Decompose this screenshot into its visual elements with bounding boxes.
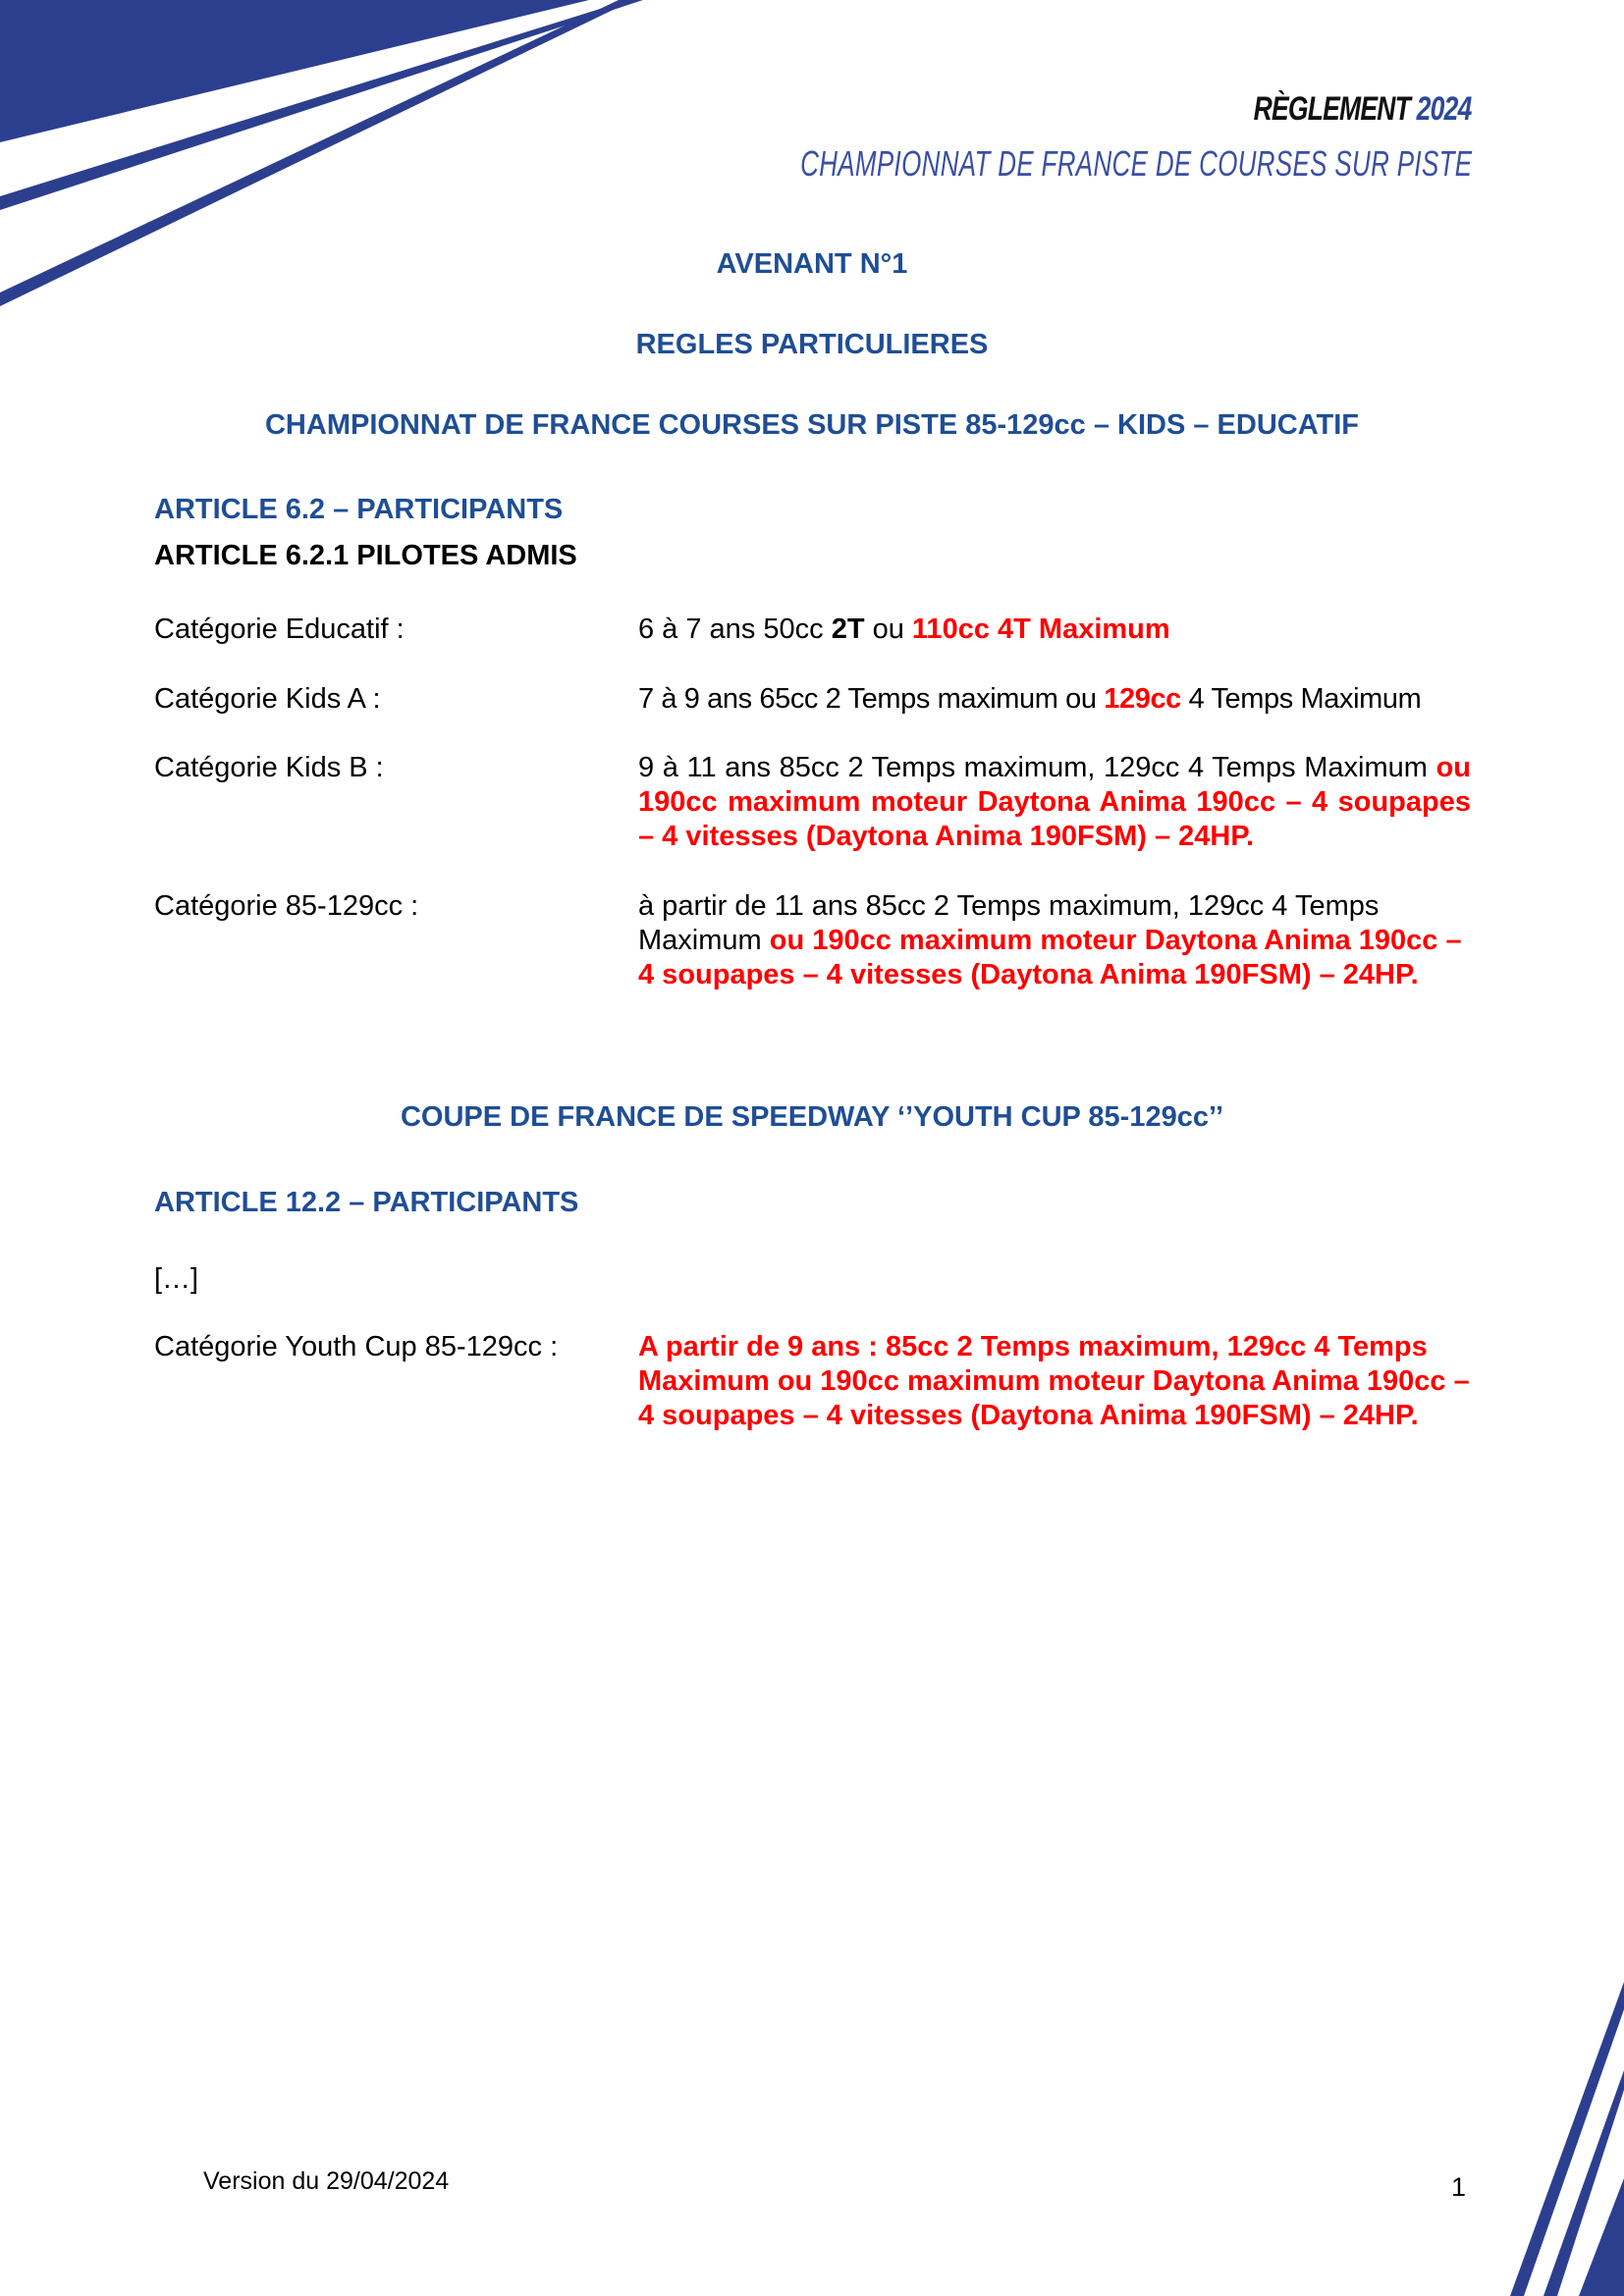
category-value-85-129cc [638, 889, 1483, 992]
avenant-title: AVENANT N°1 [716, 248, 908, 280]
value-text: 7 à 9 ans 65cc 2 Temps maximum ou [638, 683, 1105, 715]
value-highlight: ou 190cc maximum moteur Daytona Anima 190cc – 4 soupapes – 4 vitesses (Daytona Anima 190FSM) – 24HP. [638, 752, 1471, 852]
category-label-educatif: Catégorie Educatif : [154, 614, 405, 645]
value-highlight: 110cc 4T Maximum [911, 614, 1170, 645]
reglement-word: RÈGLEMENT [1254, 90, 1411, 128]
category-label-kids-b: Catégorie Kids B : [154, 752, 384, 783]
value-text: 6 à 7 ans 50cc [638, 614, 832, 645]
value-text: 9 à 11 ans 85cc 2 Temps maximum, 129cc 4 Temps Maximum [638, 752, 1436, 783]
value-text: ou [864, 614, 912, 645]
ellipsis-text: […] [154, 1263, 199, 1295]
reglement-year: 2024 [1417, 90, 1472, 128]
category-label-youth-cup: Catégorie Youth Cup 85-129cc : [154, 1331, 559, 1362]
reglement-header [1254, 90, 1472, 129]
category-value-youth-cup: A partir de 9 ans : 85cc 2 Temps maximum, 129cc 4 Temps Maximum ou 190cc maximum moteur Daytona Anima 190cc – 4 soupapes – 4 vitesses (Daytona Anima 190FSM) – 24HP. [638, 1331, 1470, 1431]
article-12-2-heading: ARTICLE 12.2 – PARTICIPANTS [154, 1187, 579, 1218]
category-label-kids-a: Catégorie Kids A : [154, 683, 381, 715]
category-label-85-129cc: Catégorie 85-129cc : [154, 890, 419, 922]
article-6-2-1-heading: ARTICLE 6.2.1 PILOTES ADMIS [154, 540, 577, 571]
category-value-kids-b [638, 751, 1471, 854]
value-text: 4 Temps Maximum [1180, 683, 1422, 715]
category-value-kids-a [638, 682, 1471, 717]
youth-cup-title: COUPE DE FRANCE DE SPEEDWAY ‘’YOUTH CUP 85-129cc’’ [400, 1101, 1224, 1133]
regles-title: REGLES PARTICULIERES [635, 329, 989, 360]
value-text: à partir de 11 ans 85cc 2 Temps maximum, 129cc 4 Temps Maximum [638, 890, 1380, 956]
value-bold: 2T [831, 614, 865, 645]
category-value-educatif [638, 613, 1471, 647]
corner-stripes-bottom-right [1487, 1962, 1624, 2296]
championnat-title: CHAMPIONNAT DE FRANCE COURSES SUR PISTE 85-129cc – KIDS – EDUCATIF [264, 409, 1359, 441]
article-6-2-heading: ARTICLE 6.2 – PARTICIPANTS [154, 494, 564, 525]
header-subtitle: CHAMPIONNAT DE FRANCE DE COURSES SUR PISTE [799, 143, 1472, 184]
version-date: Version du 29/04/2024 [203, 2167, 450, 2195]
value-highlight: ou 190cc maximum moteur Daytona Anima 190cc – 4 soupapes – 4 vitesses (Daytona Anima 190FSM) – 24HP. [638, 925, 1462, 990]
value-highlight: 129cc [1104, 683, 1181, 715]
page-number: 1 [1451, 2172, 1467, 2202]
